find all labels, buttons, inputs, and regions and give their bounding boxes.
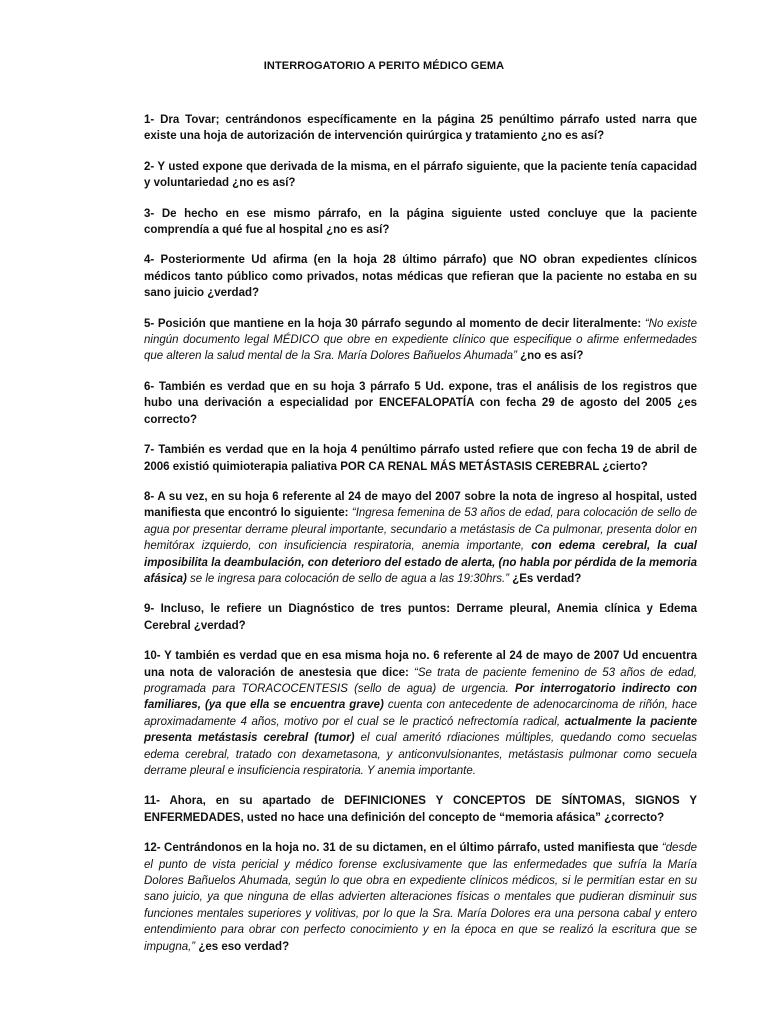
text-run: ¿es eso verdad?	[195, 940, 290, 953]
text-run: el cual ameritó rdiaciones múltiples, quedando como secuelas edema cerebral, tratado con dexametasona, y anticonvulsionantes, metástasis pulmonar como secuela derrame pleural e insuficiencia respiratoria. Y anemia importante.	[144, 732, 698, 777]
question-paragraph-1	[144, 112, 697, 145]
text-run: ¿no es así?	[516, 350, 584, 363]
document-title: INTERROGATORIO A PERITO MÉDICO GEMA	[263, 60, 505, 72]
question-paragraph-10	[144, 648, 697, 779]
text-run: “Ingresa femenina de 53 años de edad, para colocación de sello de agua por presentar derrame pleural importante, secundario a metástasis de Ca pulmonar, presenta dolor en hemitórax izquierdo, con insuficiencia respiratoria, anemia importante,	[144, 507, 697, 553]
question-paragraph-11	[144, 793, 697, 826]
question-paragraph-4	[144, 252, 697, 301]
text-run: “desde el punto de vista pericial y médico forense exclusivamente que las enfermedades que sufría la María Dolores Bañuelos Ahumada, según lo que obra en expediente clínicos médicos, si le permitían estar en su sano juicio, ya que ninguna de ellas advierten alteraciones físicas o mentales que pudieran disminuir sus funciones mentales superiores y volitivas, por lo que la Sra. María Dolores era una persona cabal y entero entendimiento para obrar con perfecto conocimiento y en la época en que se realizó la escritura que se impugna,”	[144, 842, 697, 953]
question-paragraph-9	[144, 601, 697, 634]
text-run: 8- A su vez, en su hoja 6 referente al 24 de mayo del 2007 sobre la nota de ingreso al hospital, usted manifiesta que encontró lo siguiente:	[144, 490, 697, 520]
text-run: 12- Centrándonos en la hoja no. 31 de su dictamen, en el último párrafo, usted manifiesta que	[144, 842, 662, 855]
question-paragraph-8	[144, 489, 697, 587]
text-run: 1- Dra Tovar; centrándonos específicamente en la página 25 penúltimo párrafo usted narra que existe una hoja de autorización de intervención quirúrgica y tratamiento ¿no es así?	[144, 114, 697, 143]
text-run: 2- Y usted expone que derivada de la misma, en el párrafo siguiente, que la paciente tenía capacidad y voluntariedad ¿no es así?	[144, 160, 697, 190]
text-run: “Se trata de paciente femenino de 53 años de edad, programada para TORACOCENTESIS (sello de agua) de urgencia.	[144, 666, 697, 695]
text-run: ¿Es verdad?	[509, 572, 582, 585]
text-run: con edema cerebral, la cual imposibilita la deambulación, con deterioro del estado de alerta, (no habla por pérdida de la memoria afásica)	[144, 540, 698, 585]
question-paragraph-12	[144, 840, 697, 955]
text-run: 10- Y también es verdad que en esa misma hoja no. 6 referente al 24 de mayo de 2007 Ud encuentra una nota de valoración de anestesia que dice:	[144, 650, 697, 679]
question-paragraph-2	[144, 159, 697, 192]
document-body	[144, 112, 697, 969]
text-run: 7- También es verdad que en la hoja 4 penúltimo párrafo usted refiere que con fecha 19 de abril de 2006 existió quimioterapia paliativa POR CA RENAL MÁS METÁSTASIS CEREBRAL ¿cierto?	[144, 444, 697, 473]
question-paragraph-5	[144, 316, 697, 365]
text-run: cuenta con antecedente de adenocarcinoma de riñón, hace aproximadamente 4 años, motivo por el cual se le practicó nefrectomía radical,	[144, 699, 697, 728]
text-run: 6- También es verdad que en su hoja 3 párrafo 5 Ud. expone, tras el análisis de los registros que hubo una derivación a especialidad por ENCEFALOPATÍA con fecha 29 de agosto del 2005 ¿es correcto?	[144, 380, 697, 426]
text-run: “No existe ningún documento legal MÉDICO que obre en expediente clínico que especifique o afirme enfermedades que alteren la salud mental de la Sra. María Dolores Bañuelos Ahumada”	[144, 317, 697, 363]
text-run: 9- Incluso, le refiere un Diagnóstico de tres puntos: Derrame pleural, Anemia clínica y Edema Cerebral ¿verdad?	[144, 603, 697, 632]
text-run: 5- Posición que mantiene en la hoja 30 párrafo segundo al momento de decir literalmente:	[144, 317, 645, 330]
text-run: 3- De hecho en ese mismo párrafo, en la página siguiente usted concluye que la paciente comprendía a qué fue al hospital ¿no es así?	[144, 207, 697, 237]
question-paragraph-3	[144, 206, 697, 239]
text-run: se le ingresa para colocación de sello de agua a las 19:30hrs.”	[186, 572, 510, 585]
text-run: 4- Posteriormente Ud afirma (en la hoja 28 último párrafo) que NO obran expedientes clínicos médicos tanto público como privados, notas médicas que refieran que la paciente no estaba en su sano juicio ¿verdad?	[144, 254, 697, 300]
text-run: Por interrogatorio indirecto con familiares, (ya que ella se encuentra grave)	[144, 682, 698, 712]
text-run: actualmente la paciente presenta metástasis cerebral (tumor)	[144, 715, 698, 745]
text-run: 11- Ahora, en su apartado de DEFINICIONES Y CONCEPTOS DE SÍNTOMAS, SIGNOS Y ENFERMEDADES, usted no hace una definición del concepto de “memoria afásica” ¿correcto?	[144, 795, 697, 824]
question-paragraph-7	[144, 442, 697, 475]
question-paragraph-6	[144, 379, 697, 428]
